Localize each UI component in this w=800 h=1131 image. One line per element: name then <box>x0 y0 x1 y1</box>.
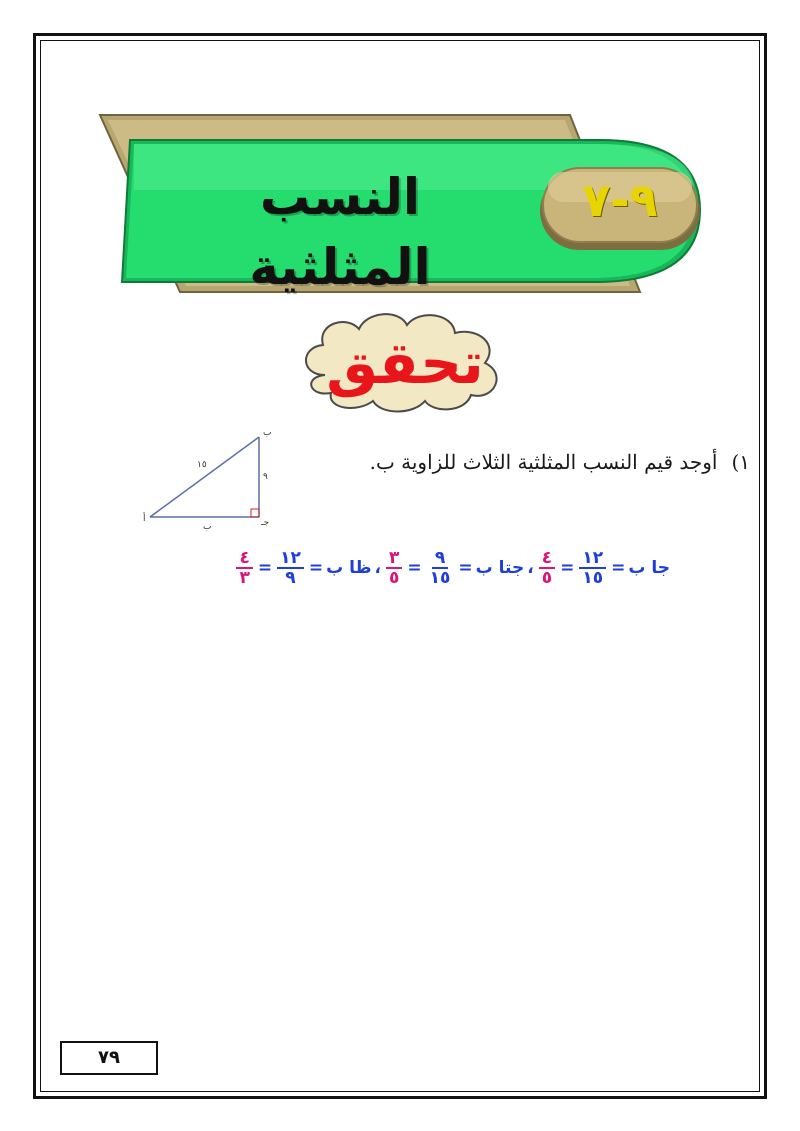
fraction-denominator: ٣ <box>239 568 250 588</box>
fraction-numerator: ١٢ <box>579 549 606 569</box>
lesson-title: النسب المثلثية <box>249 168 431 296</box>
fraction-numerator: ١٢ <box>277 549 304 569</box>
vertex-a-label: أ <box>143 514 146 524</box>
tan-simplified <box>236 549 252 587</box>
equals-sign: = <box>458 558 473 578</box>
question-1 <box>300 444 750 480</box>
page-number: ٧٩ <box>60 1041 158 1075</box>
fraction-numerator: ٣ <box>386 549 402 569</box>
equals-sign: = <box>308 558 324 578</box>
fraction-denominator: ٩ <box>285 568 296 588</box>
sin-simplified <box>539 549 555 587</box>
right-triangle-diagram <box>135 425 275 535</box>
equals-sign: = <box>611 558 626 578</box>
section-label: تحقق <box>326 329 484 397</box>
base-side-label: ب <box>203 522 212 532</box>
fraction-denominator: ١٥ <box>582 568 604 588</box>
sin-label: جا ب <box>628 558 670 578</box>
hypotenuse-label: ١٥ <box>197 460 207 470</box>
fraction-numerator: ٤ <box>539 549 555 569</box>
fraction-numerator: ٩ <box>432 549 448 569</box>
sin-fraction <box>579 549 606 587</box>
fraction-denominator: ٥ <box>541 568 553 588</box>
equals-sign: = <box>407 558 422 578</box>
fraction-numerator: ٤ <box>236 549 252 569</box>
vertical-side-label: ٩ <box>263 472 268 482</box>
tan-fraction <box>277 549 304 587</box>
separator: ، <box>527 558 534 578</box>
tan-label: ظا ب <box>326 558 372 578</box>
question-text: أوجد قيم النسب المثلثية الثلاث للزاوية ب. <box>369 450 718 474</box>
cos-simplified <box>386 549 402 587</box>
question-number: ١) <box>731 450 750 474</box>
vertex-b-label: ب <box>263 428 272 438</box>
equals-sign: = <box>560 558 575 578</box>
fraction-denominator: ١٥ <box>429 568 451 588</box>
cos-fraction <box>427 549 454 587</box>
separator: ، <box>374 558 381 578</box>
equals-sign: = <box>257 558 273 578</box>
fraction-denominator: ٥ <box>389 568 400 588</box>
lesson-number: ٩-٧ <box>582 173 658 227</box>
vertex-c-label: جـ <box>261 518 270 528</box>
cos-label: جتا ب <box>475 558 525 578</box>
answer-line <box>200 540 670 596</box>
